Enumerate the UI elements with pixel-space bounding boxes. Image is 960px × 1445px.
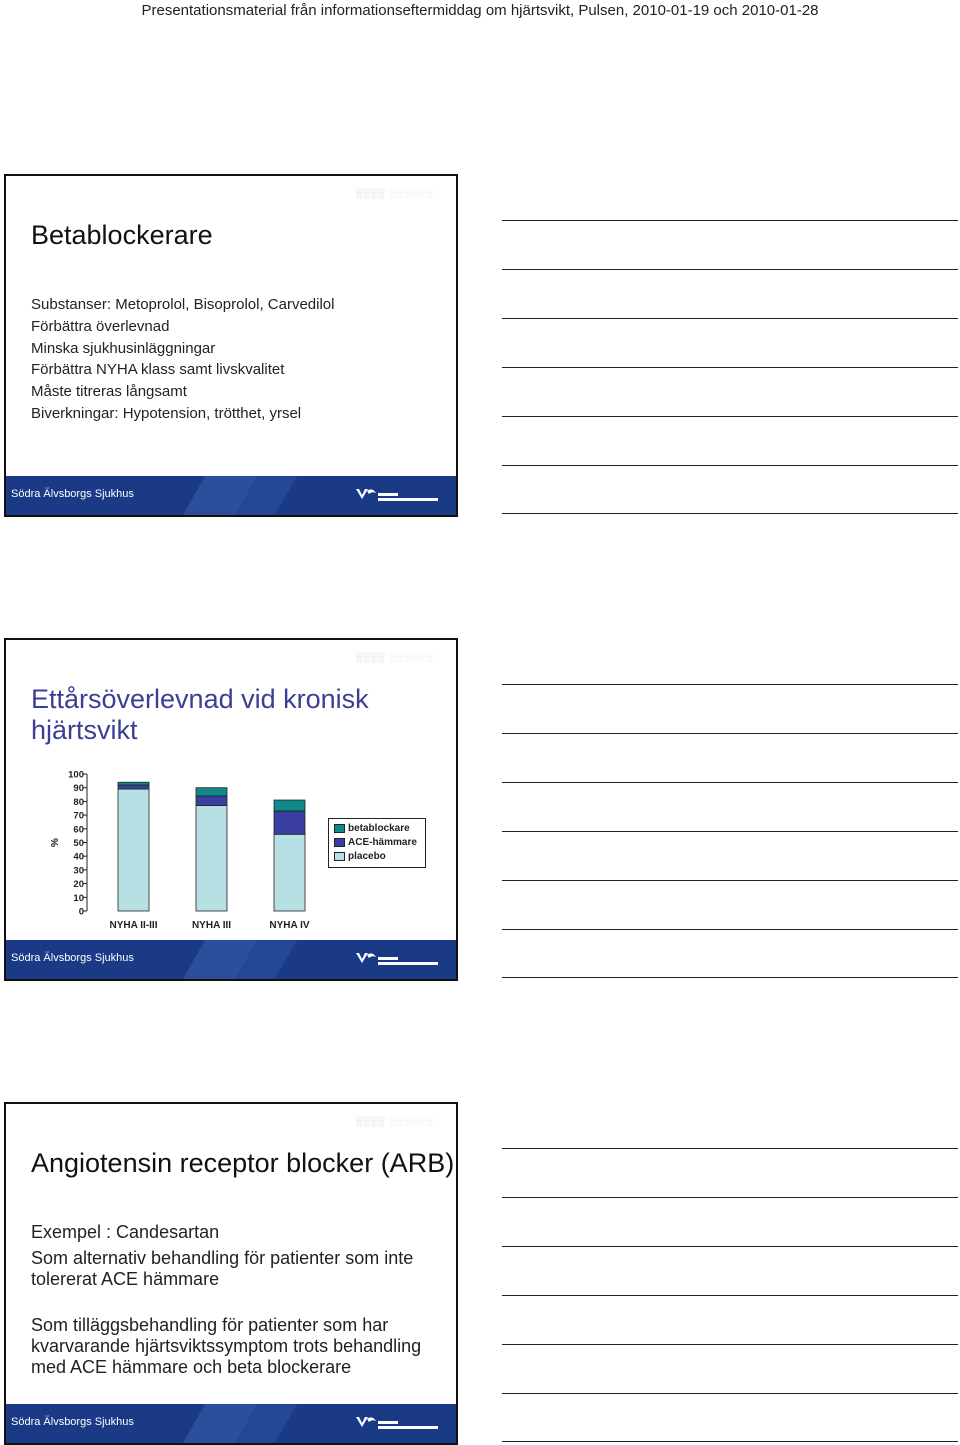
bar-placebo [118, 789, 149, 911]
chart-legend [328, 818, 426, 868]
x-tick-label: NYHA III [191, 920, 232, 931]
vgr-logo-icon [354, 949, 440, 971]
y-axis-label: % [50, 838, 61, 847]
bar-placebo [274, 834, 305, 911]
footer-text: Södra Älvsborgs Sjukhus [11, 952, 134, 964]
bullet-list [31, 294, 334, 425]
bar-ace-h-mmare [118, 785, 149, 789]
y-tick-label: 100 [68, 769, 84, 781]
legend-swatch [334, 824, 345, 833]
y-tick-label: 80 [73, 796, 84, 808]
y-tick-label: 10 [73, 892, 84, 904]
x-tick-label: NYHA IV [269, 920, 310, 931]
legend-item-placebo: placebo [334, 851, 386, 862]
slide-title: Angiotensin receptor blocker (ARB) [31, 1148, 455, 1178]
bar-ace-h-mmare [274, 811, 305, 834]
y-tick-label: 20 [73, 879, 84, 891]
bullet-item: Förbättra överlevnad [31, 317, 170, 335]
y-tick-label: 30 [73, 865, 84, 877]
x-tick-label: NYHA II-III [109, 920, 158, 931]
y-tick-label: 40 [73, 851, 84, 863]
vgr-logo-icon [354, 1413, 440, 1435]
bullet-item: Förbättra NYHA klass samt livskvalitet [31, 361, 285, 379]
slide-title: Betablockerare [31, 220, 213, 250]
legend-swatch [334, 852, 345, 861]
faded-logo-icon: ▒▒▒▒ ░░░░░░ [356, 188, 434, 198]
vgr-logo-icon [354, 485, 440, 507]
y-tick-label: 90 [73, 783, 84, 795]
page-header: Presentationsmaterial från informationseftermiddag om hjärtsvikt, Pulsen, 2010-01-19 och 2010-01-28 [141, 2, 819, 19]
y-tick-label: 0 [78, 906, 84, 918]
y-tick-label: 70 [73, 810, 84, 822]
bullet-item: Som alternativ behandling för patienter som inte tolererat ACE hämmare [31, 1248, 414, 1289]
bar-placebo [196, 806, 227, 911]
slide-ettarsoverlevnad [4, 638, 458, 981]
bar-betablockare [274, 800, 305, 811]
slide-footer [6, 940, 456, 979]
bullet-list [31, 1222, 441, 1383]
slide-arb [4, 1102, 458, 1445]
bullet-item: Substanser: Metoprolol, Bisoprolol, Carvedilol [31, 296, 335, 313]
footer-text: Södra Älvsborgs Sjukhus [11, 1416, 134, 1428]
faded-logo-icon: ▒▒▒▒ ░░░░░░ [356, 652, 434, 662]
slide-title: Ettårsöverlevnad vid kronisk hjärtsvikt [31, 684, 369, 745]
bullet-item: Som tilläggsbehandling för patienter som har kvarvarande hjärtsviktssymptom trots behandling med ACE hämmare och beta blockerare [31, 1315, 422, 1377]
y-tick-label: 50 [73, 838, 84, 849]
legend-item-ace: ACE-hämmare [334, 837, 417, 848]
bar-ace-h-mmare [196, 796, 227, 806]
bullet-item: Biverkningar: Hypotension, trötthet, yrsel [31, 404, 302, 422]
survival-chart [36, 768, 326, 938]
bullet-item: Minska sjukhusinläggningar [31, 339, 216, 357]
slide-betablockerare [4, 174, 458, 517]
bullet-item: Måste titreras långsamt [31, 383, 187, 401]
faded-logo-icon: ▒▒▒▒ ░░░░░░ [356, 1116, 434, 1126]
slide-footer [6, 476, 456, 515]
legend-item-betablockare: betablockare [334, 823, 410, 834]
footer-text: Södra Älvsborgs Sjukhus [11, 488, 134, 500]
bullet-item: Exempel : Candesartan [31, 1222, 220, 1242]
bar-betablockare [196, 788, 227, 796]
y-tick-label: 60 [73, 824, 84, 836]
slide-footer [6, 1404, 456, 1443]
bar-betablockare [118, 782, 149, 785]
legend-swatch [334, 838, 345, 847]
